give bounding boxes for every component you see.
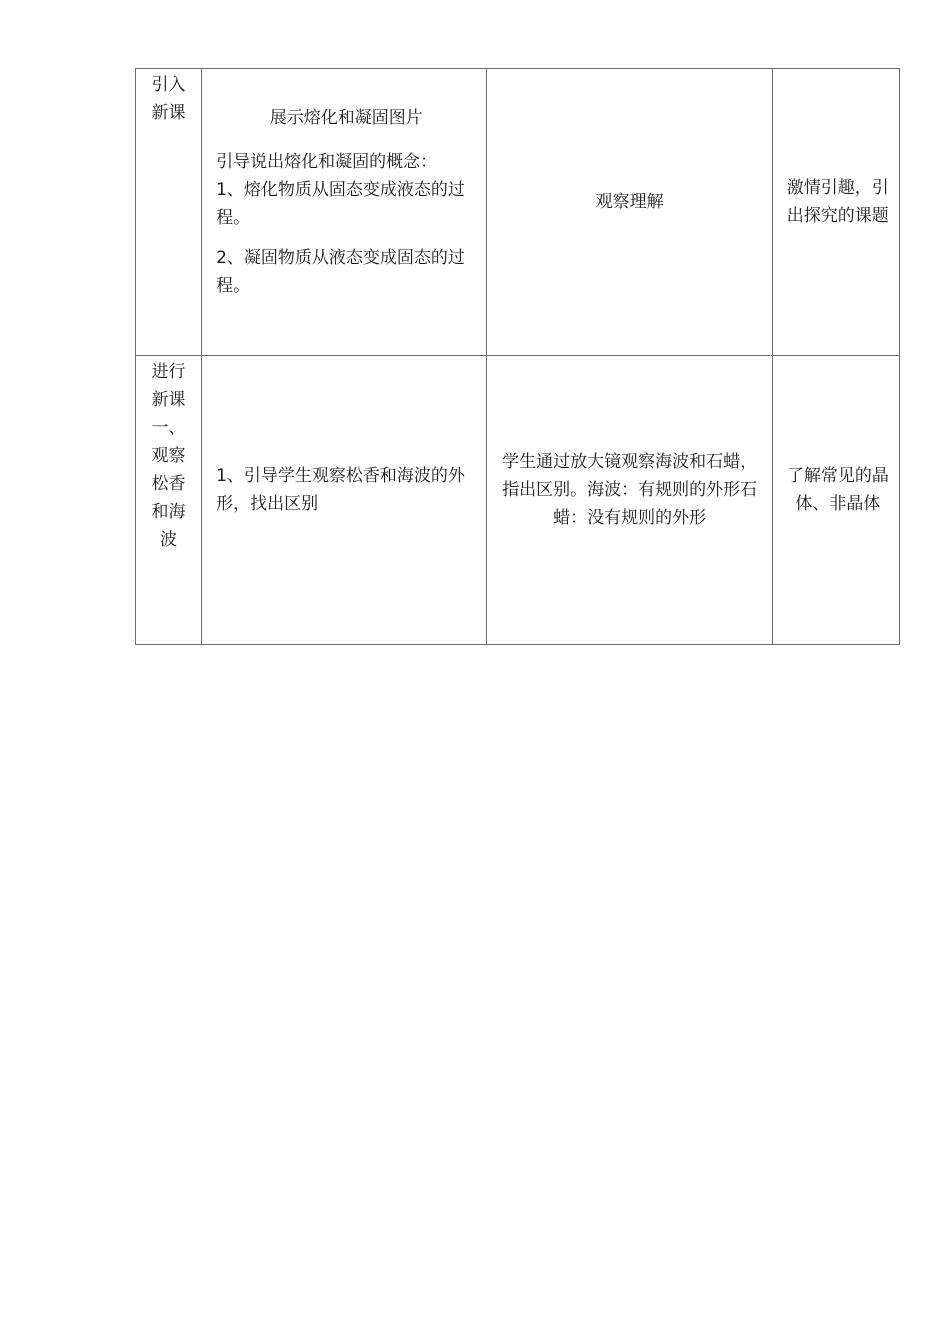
teacher-activity-cell: [202, 69, 487, 356]
stage-cell: [136, 69, 202, 356]
teacher-activity-title: 展示熔化和凝固图片: [269, 108, 423, 128]
teacher-activity-line: 1、引导学生观察松香和海波的外形，找出区别: [216, 466, 465, 514]
student-activity-cell: [487, 69, 772, 356]
teacher-activity-line: 引导说出熔化和凝固的概念：: [216, 152, 438, 172]
stage-text: 新课: [151, 103, 186, 123]
stage-text: 进行: [151, 362, 186, 382]
design-intent-text: 了解常见的晶体、非晶体: [786, 466, 889, 514]
stage-text: 引入: [151, 75, 186, 95]
stage-text: 波: [160, 530, 178, 550]
design-intent-text: 激情引趣，引出探究的课题: [786, 178, 889, 226]
student-activity-text: 学生通过放大镜观察海波和石蜡，指出区别。海波：有规则的外形石蜡：没有规则的外形: [502, 452, 758, 528]
lesson-plan-table: [135, 68, 900, 645]
teacher-activity-cell: [202, 356, 487, 645]
teacher-activity-line: 1、熔化物质从固态变成液态的过程。: [216, 180, 465, 228]
stage-text: 一、: [151, 418, 186, 438]
stage-text: 松香: [151, 474, 186, 494]
student-activity-cell: [487, 356, 772, 645]
stage-cell: [136, 356, 202, 645]
stage-text: 新课: [151, 390, 186, 410]
table-row: [136, 356, 900, 645]
stage-text: 观察: [151, 446, 186, 466]
design-intent-cell: [772, 356, 899, 645]
table-row: [136, 69, 900, 356]
teacher-activity-line: 2、凝固物质从液态变成固态的过程。: [216, 248, 465, 296]
stage-text: 和海: [151, 502, 186, 522]
student-activity-text: 观察理解: [595, 192, 664, 212]
design-intent-cell: [772, 69, 899, 356]
